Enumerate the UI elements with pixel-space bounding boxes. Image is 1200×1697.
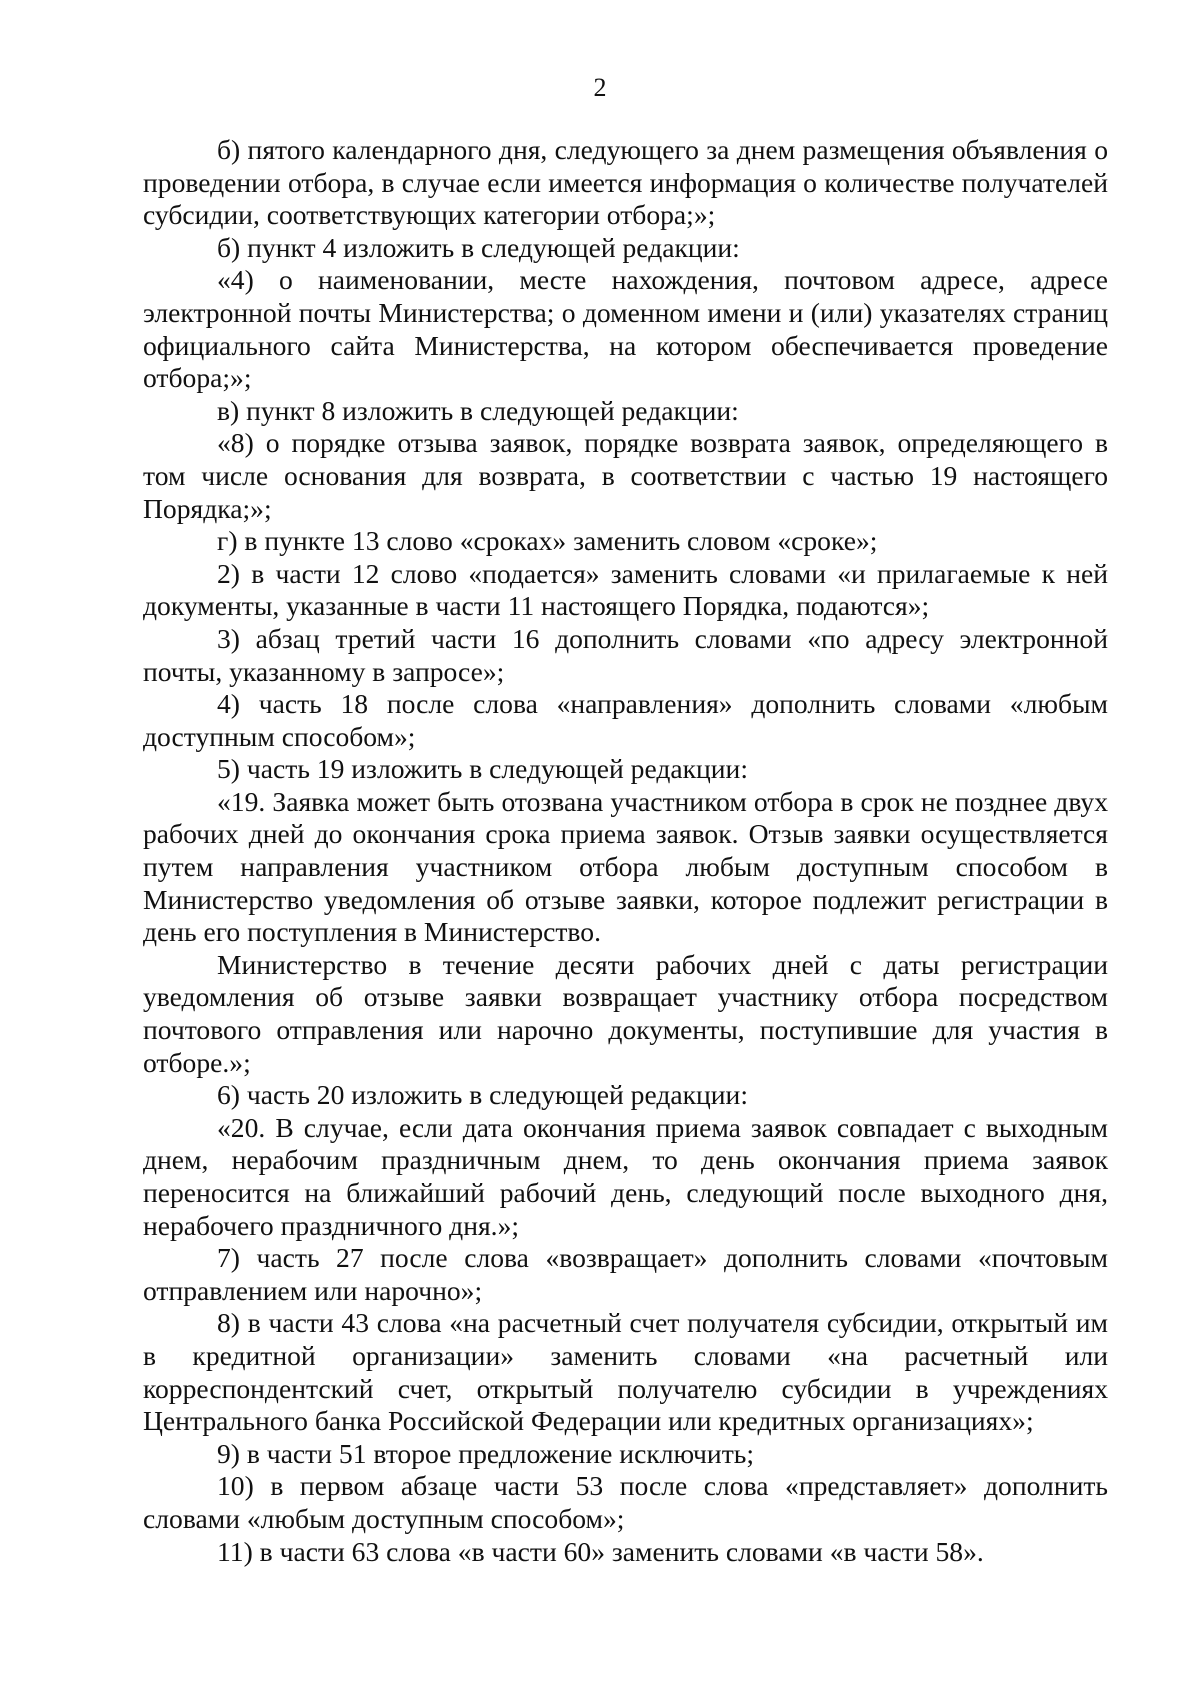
page-number: 2 <box>593 73 607 102</box>
paragraph: 8) в части 43 слова «на расчетный счет получателя субсидии, открытый им в кредитной организации» заменить словами «на расчетный или корреспондентский счет, открытый получателю субсидии в учреждениях Центрального банка Российской Федерации или кредитных организациях»; <box>143 1307 1108 1437</box>
paragraph: 9) в части 51 второе предложение исключить; <box>217 1437 755 1469</box>
paragraph: б) пункт 4 изложить в следующей редакции: <box>217 231 740 263</box>
paragraph: 5) часть 19 изложить в следующей редакции: <box>217 753 748 785</box>
paragraph: в) пункт 8 изложить в следующей редакции: <box>217 394 739 426</box>
paragraph: 2) в части 12 слово «подается» заменить словами «и прилагаемые к ней документы, указанные в части 11 настоящего Порядка, подаются»; <box>143 557 1108 622</box>
paragraph: «8) о порядке отзыва заявок, порядке возврата заявок, определяющего в том числе основания для возврата, в соответствии с частью 19 настоящего Порядка;»; <box>143 427 1108 524</box>
paragraph: 11) в части 63 слова «в части 60» заменить словами «в части 58». <box>217 1535 984 1567</box>
paragraph: Министерство в течение десяти рабочих дней с даты регистрации уведомления об отзыве заявки возвращает участнику отбора посредством почтового отправления или нарочно документы, поступившие для участия в отборе.»; <box>143 948 1108 1078</box>
paragraph: «4) о наименовании, месте нахождения, почтовом адресе, адресе электронной почты Министерства; о доменном имени и (или) указателях страниц официального сайта Министерства, на котором обеспечивается проведение отбора;»; <box>143 264 1108 394</box>
paragraph: 7) часть 27 после слова «возвращает» дополнить словами «почтовым отправлением или нарочно»; <box>143 1242 1108 1306</box>
document-body <box>143 134 1108 1568</box>
paragraph: г) в пункте 13 слово «сроках» заменить словом «сроке»; <box>217 525 878 557</box>
paragraph: б) пятого календарного дня, следующего за днем размещения объявления о проведении отбора, в случае если имеется информация о количестве получателей субсидии, соответствующих категории отбора;»; <box>143 134 1108 231</box>
paragraph: 4) часть 18 после слова «направления» дополнить словами «любым доступным способом»; <box>143 688 1108 752</box>
paragraph: 10) в первом абзаце части 53 после слова «представляет» дополнить словами «любым доступным способом»; <box>143 1470 1108 1534</box>
paragraph: «20. В случае, если дата окончания приема заявок совпадает с выходным днем, нерабочим праздничным днем, то день окончания приема заявок переносится на ближайший рабочий день, следующий после выходного дня, нерабочего праздничного дня.»; <box>143 1111 1108 1241</box>
paragraph: 3) абзац третий части 16 дополнить словами «по адресу электронной почты, указанному в запросе»; <box>143 622 1108 687</box>
paragraph: «19. Заявка может быть отозвана участником отбора в срок не позднее двух рабочих дней до окончания срока приема заявок. Отзыв заявки осуществляется путем направления участником отбора любым доступным способом в Министерство уведомления об отзыве заявки, которое подлежит регистрации в день его поступления в Министерство. <box>143 785 1108 948</box>
paragraph: 6) часть 20 изложить в следующей редакции: <box>217 1079 748 1111</box>
